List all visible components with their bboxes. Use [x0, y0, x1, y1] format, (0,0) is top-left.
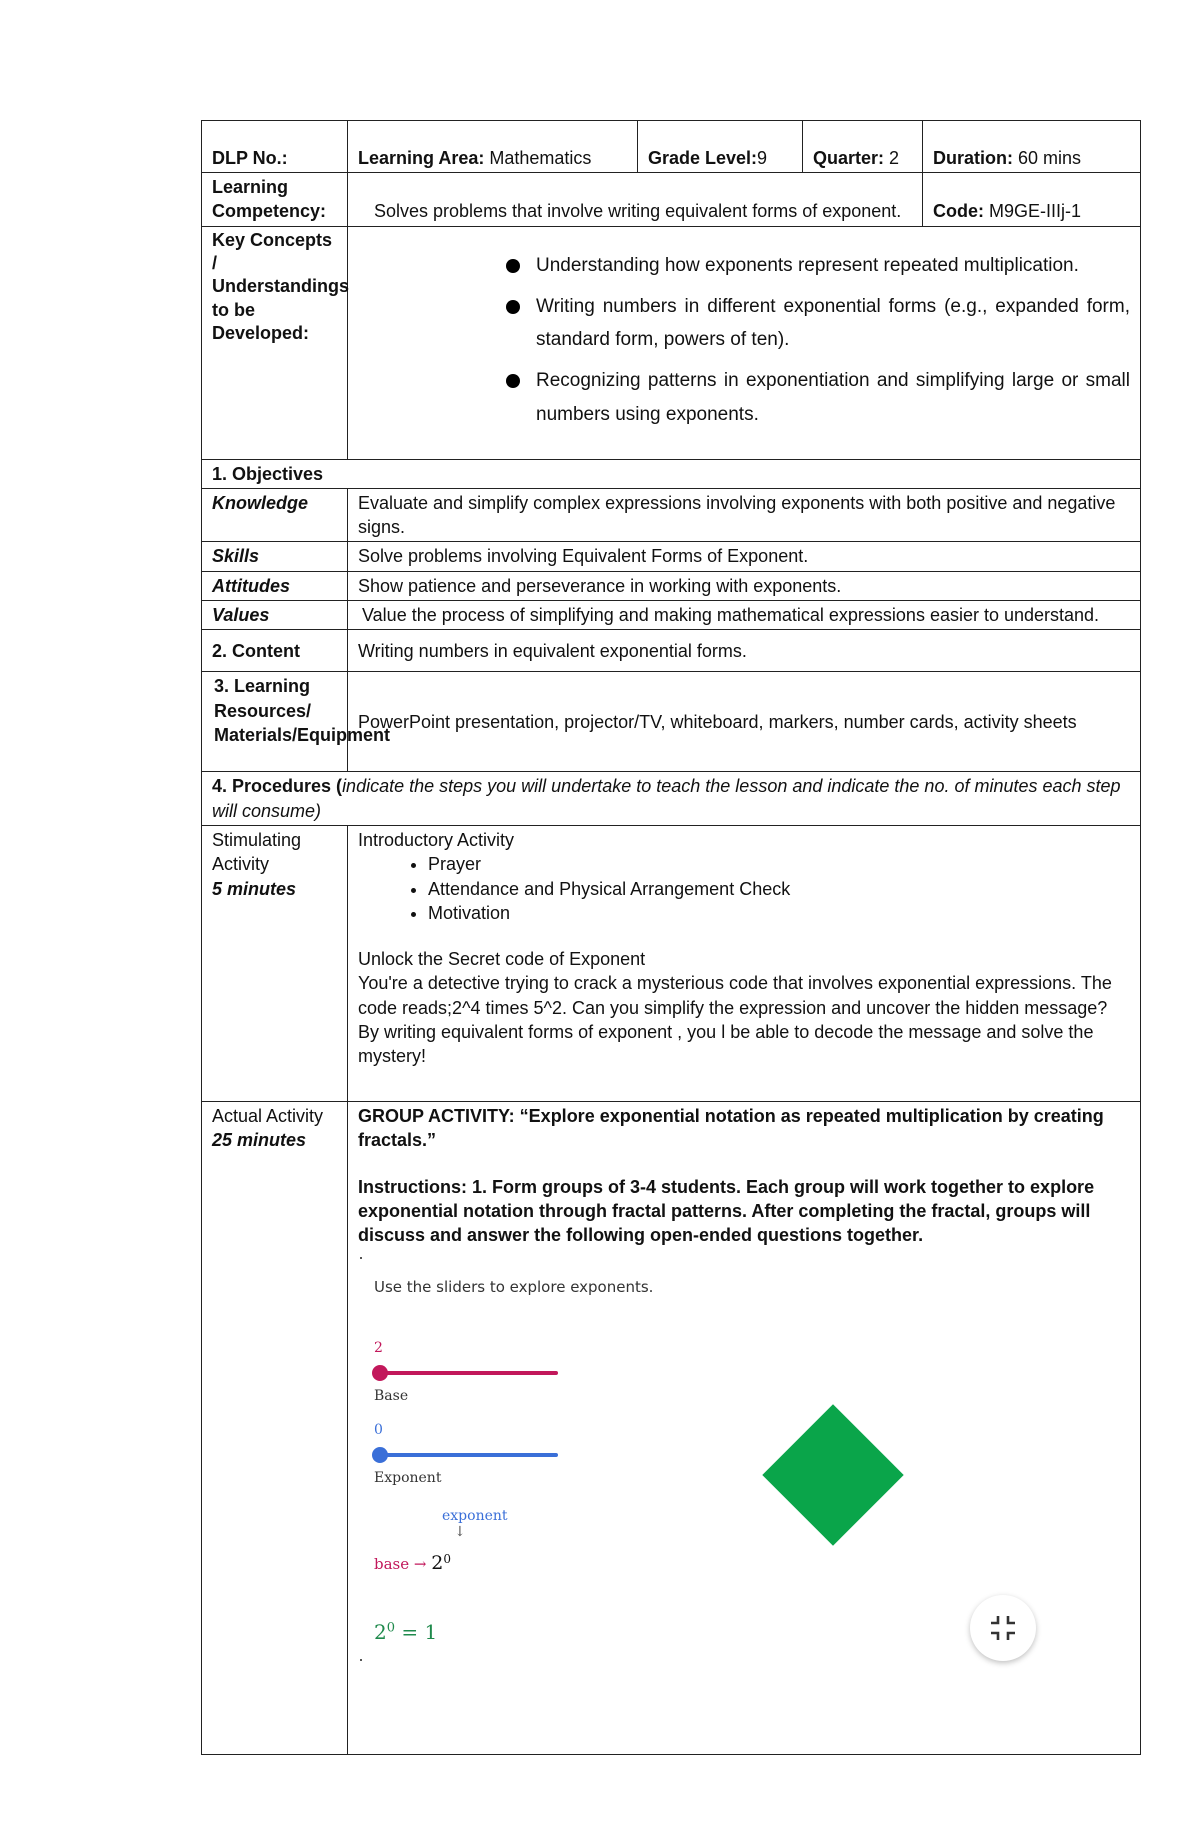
learning-area-cell — [348, 121, 638, 173]
quarter-value: 2 — [889, 147, 900, 168]
knowledge-text: Evaluate and simplify complex expressions involving exponents with both positive and negative signs. — [348, 488, 1141, 542]
base-slider-handle[interactable] — [372, 1365, 388, 1381]
base-slider-track[interactable] — [380, 1371, 558, 1375]
duration-cell — [923, 121, 1141, 173]
power-equation — [374, 1619, 437, 1646]
grade-level-label: Grade Level: — [648, 147, 758, 168]
diagram-power — [374, 1551, 451, 1577]
actual-cell — [348, 1101, 1141, 1754]
exponent-slider-track[interactable] — [380, 1453, 558, 1457]
list-item: Understanding how exponents represent repeated multiplication. — [506, 249, 1130, 282]
skills-text: Solve problems involving Equivalent Forms of Exponent. — [348, 542, 1141, 571]
actual-activity-row — [202, 1101, 1141, 1754]
actual-label: Actual Activity — [212, 1105, 324, 1126]
knowledge-label: Knowledge — [202, 488, 348, 542]
procedures-cell — [202, 772, 1141, 826]
grade-level-value: 9 — [757, 147, 768, 168]
grade-level-cell — [638, 121, 803, 173]
key-concepts-label: Key Concepts / Understandings to be Developed: — [202, 226, 348, 459]
secret-code-title: Unlock the Secret code of Exponent — [358, 949, 646, 970]
diagram-power-exponent: 0 — [443, 1552, 451, 1567]
dlp-no-label: DLP No.: — [212, 147, 288, 168]
quarter-label: Quarter: — [813, 147, 885, 168]
stimulating-row — [202, 825, 1141, 1101]
content-row — [202, 630, 1141, 672]
dlp-no-cell — [202, 121, 348, 173]
base-label: Base — [374, 1388, 409, 1405]
duration-label: Duration: — [933, 147, 1013, 168]
base-value: 2 — [374, 1340, 383, 1357]
content-text: Writing numbers in equivalent exponential forms. — [348, 630, 1141, 672]
exponent-label: Exponent — [374, 1470, 442, 1487]
code-value: M9GE-IIIj-1 — [989, 201, 1082, 222]
dlp-document — [201, 120, 1140, 1755]
key-concepts-row — [202, 226, 1141, 459]
widget-caption: Use the sliders to explore exponents. — [374, 1278, 654, 1297]
key-concepts-list — [358, 249, 1130, 431]
values-row — [202, 601, 1141, 630]
procedures-row — [202, 772, 1141, 826]
diagram-base-label: base → — [374, 1555, 427, 1574]
list-item: Recognizing patterns in exponentiation and simplifying large or small numbers using exponents. — [506, 364, 1130, 431]
content-label: 2. Content — [202, 630, 348, 672]
code-cell — [923, 173, 1141, 227]
learning-area-value: Mathematics — [489, 147, 592, 168]
dlp-table — [201, 120, 1141, 1755]
values-label: Values — [202, 601, 348, 630]
attitudes-label: Attitudes — [202, 571, 348, 600]
stimulating-label-cell — [202, 825, 348, 1101]
skills-row — [202, 542, 1141, 571]
group-activity-title: GROUP ACTIVITY: “Explore exponential notation as repeated multiplication by creating fractals.” — [358, 1105, 1104, 1151]
quarter-cell — [803, 121, 923, 173]
competency-row — [202, 173, 1141, 227]
key-concepts-cell — [348, 226, 1141, 459]
objectives-heading: 1. Objectives — [202, 459, 1141, 488]
competency-label: Learning Competency: — [202, 173, 348, 227]
actual-minutes: 25 minutes — [212, 1130, 307, 1151]
duration-value: 60 mins — [1018, 147, 1082, 168]
stimulating-cell — [348, 825, 1141, 1101]
values-text: Value the process of simplifying and making mathematical expressions easier to understand. — [348, 601, 1141, 630]
attitudes-row — [202, 571, 1141, 600]
fractal-diamond — [762, 1405, 903, 1546]
stimulating-minutes: 5 minutes — [212, 878, 297, 899]
procedures-note: indicate the steps you will undertake to teach the lesson and indicate the no. of minutes each step will consume) — [212, 776, 1121, 821]
procedures-label: 4. Procedures ( — [212, 776, 343, 797]
knowledge-row — [202, 488, 1141, 542]
exponent-slider-handle[interactable] — [372, 1447, 388, 1463]
group-instructions: Instructions: 1. Form groups of 3-4 students. Each group will work together to explore exponential notation through fractal patterns. After completing the fractal, groups will discuss and answer the following open-ended questions together. — [358, 1176, 1095, 1246]
skills-label: Skills — [202, 542, 348, 571]
learning-area-label: Learning Area: — [358, 147, 485, 168]
code-label: Code: — [933, 201, 984, 222]
list-item: • Motivation — [428, 901, 1130, 925]
list-item: • Attendance and Physical Arrangement Check — [428, 877, 1130, 901]
stimulating-label: Stimulating Activity — [212, 829, 302, 875]
objectives-heading-row — [202, 459, 1141, 488]
diagram-power-base: 2 — [431, 1552, 444, 1575]
list-item: • Prayer — [428, 852, 1130, 876]
intro-list — [358, 852, 1130, 925]
header-row — [202, 121, 1141, 173]
intro-activity: Introductory Activity — [358, 829, 515, 850]
resources-text: PowerPoint presentation, projector/TV, whiteboard, markers, number cards, activity sheets — [348, 672, 1141, 772]
resources-row — [202, 672, 1141, 772]
exit-fullscreen-icon — [988, 1613, 1018, 1643]
exponent-value: 0 — [374, 1422, 383, 1439]
equation-exponent: 0 — [386, 1620, 396, 1636]
competency-text: Solves problems that involve writing equivalent forms of exponent. — [348, 173, 923, 227]
exponent-widget — [358, 1247, 1130, 1752]
attitudes-text: Show patience and perseverance in working with exponents. — [348, 571, 1141, 600]
secret-code-story: You're a detective trying to crack a mysterious code that involves exponential expressions. The code reads;2^4 times 5^2. Can you simplify the expression and uncover the hidden message? By writing equivalent forms of exponent , you l be able to decode the message and solve the mystery! — [358, 973, 1112, 1067]
equation-base: 2 — [374, 1620, 387, 1645]
equation-result: = 1 — [395, 1620, 438, 1645]
diagram-exponent-label: exponent — [442, 1508, 508, 1525]
resources-label: 3. Learning Resources/ Materials/Equipment — [202, 672, 348, 772]
list-item: Writing numbers in different exponential forms (e.g., expanded form, standard form, powers of ten). — [506, 290, 1130, 357]
actual-label-cell — [202, 1101, 348, 1754]
down-arrow-icon: ↓ — [454, 1524, 466, 1541]
exit-fullscreen-button[interactable] — [970, 1595, 1036, 1661]
